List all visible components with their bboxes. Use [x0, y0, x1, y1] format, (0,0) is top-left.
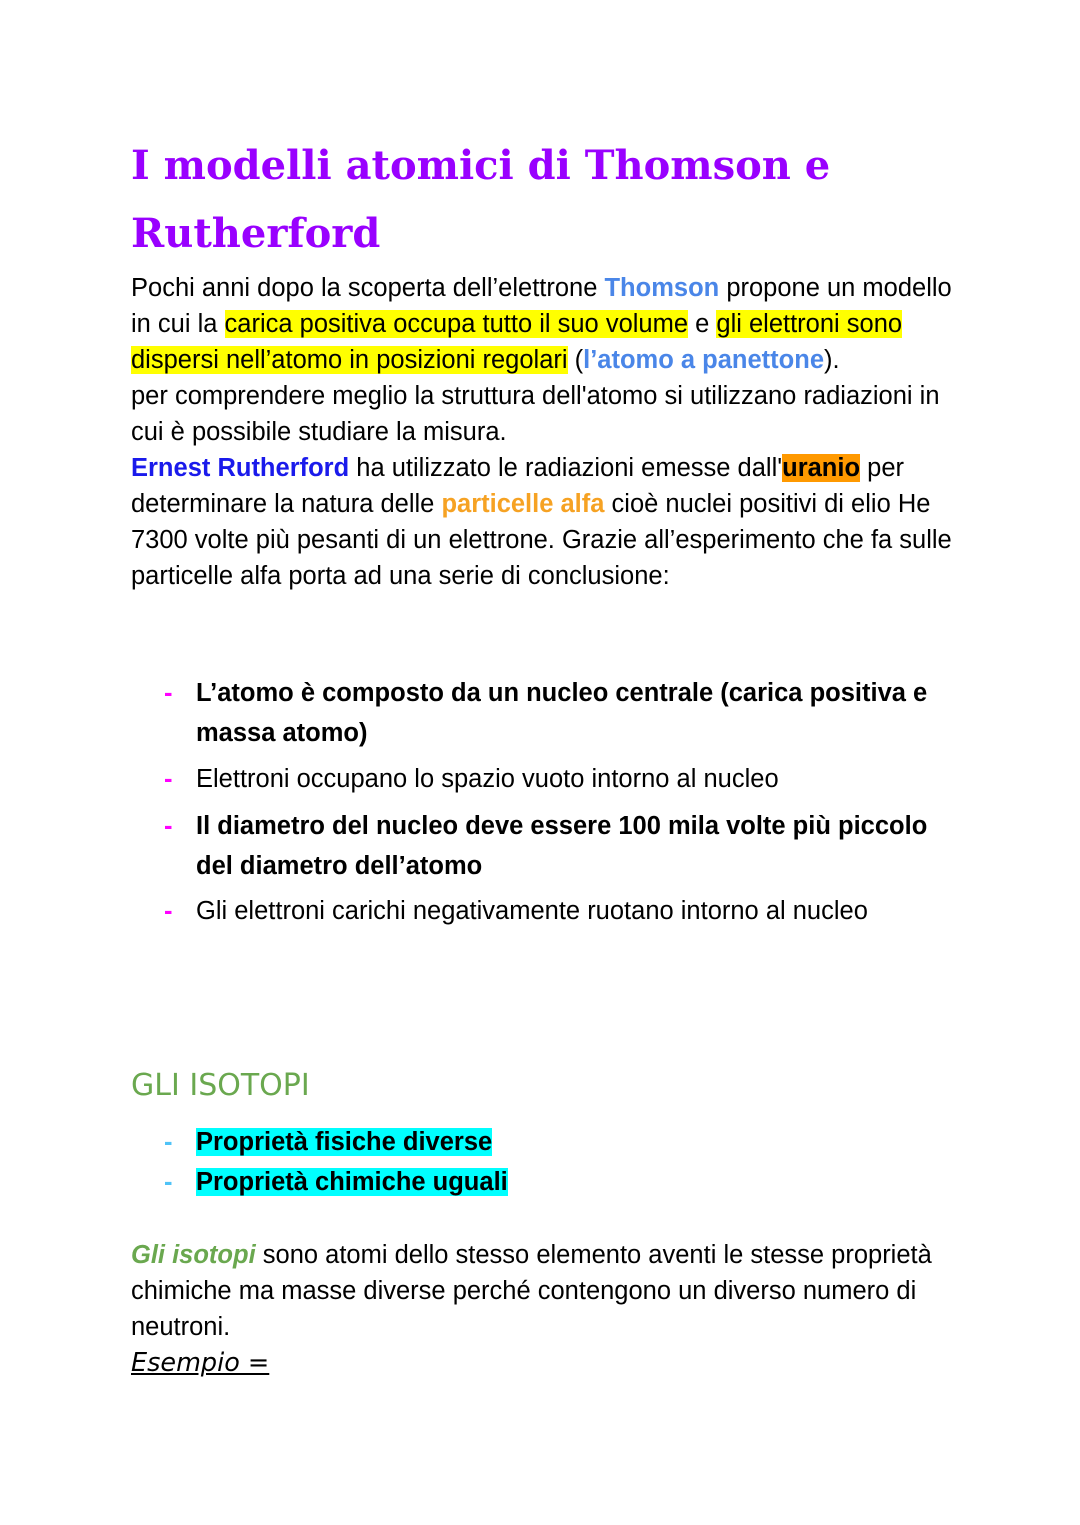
- uranio-highlight: uranio: [782, 454, 861, 482]
- panettone-term: l’atomo a panettone: [583, 346, 824, 374]
- isotopes-definition: Gli isotopi sono atomi dello stesso elemento aventi le stesse proprietà chimiche ma masse diverse perché contengono un diverso numero di neutroni. Esempio =: [131, 1241, 932, 1378]
- isotopes-list: [131, 1122, 961, 1202]
- intro-text: Pochi anni dopo la scoperta dell’elettrone: [131, 274, 605, 302]
- intro-text: ).: [824, 346, 840, 374]
- list-item: - Il diametro del nucleo deve essere 100 mila volte più piccolo del diametro dell’atomo: [164, 812, 928, 880]
- rutherford-name: Ernest Rutherford: [131, 454, 350, 482]
- section-heading-isotopes: GLI ISOTOPI: [131, 1068, 310, 1103]
- intro-text: ha utilizzato le radiazioni emesse dall': [349, 454, 783, 482]
- intro-text: per determinare la natura delle: [131, 454, 904, 518]
- conclusions-list: [131, 673, 961, 931]
- list-item: - Proprietà fisiche diverse: [164, 1128, 493, 1156]
- radiation-sentence: per comprendere meglio la struttura dell'atomo si utilizzano radiazioni in cui è possibile studiare la misura.: [131, 382, 940, 446]
- intro-text: propone un modello in cui la: [131, 274, 952, 338]
- list-item: - Proprietà chimiche uguali: [164, 1168, 508, 1196]
- intro-paragraph: [131, 270, 961, 594]
- isotopes-term: Gli isotopi: [131, 1241, 256, 1269]
- highlight-positive-charge: carica positiva occupa tutto il suo volume: [224, 310, 689, 338]
- intro-text: e: [688, 310, 717, 338]
- highlight-electrons: gli elettroni sono dispersi nell’atomo in posizioni regolari: [131, 310, 903, 374]
- intro-text: cioè nuclei positivi di elio He 7300 volte più pesanti di un elettrone. Grazie all’esperimento che fa sulle particelle alfa porta ad una serie di conclusione:: [131, 490, 952, 590]
- intro-text: (: [567, 346, 584, 374]
- alpha-particles-term: particelle alfa: [441, 490, 605, 518]
- page-title: I modelli atomici di Thomson e Rutherford: [131, 142, 831, 257]
- list-item: - Elettroni occupano lo spazio vuoto intorno al nucleo: [164, 765, 779, 793]
- list-item: - L’atomo è composto da un nucleo centrale (carica positiva e massa atomo): [164, 679, 928, 747]
- list-item: - Gli elettroni carichi negativamente ruotano intorno al nucleo: [164, 897, 868, 925]
- thomson-name: Thomson: [604, 274, 720, 302]
- example-label: Esempio =: [131, 1348, 270, 1378]
